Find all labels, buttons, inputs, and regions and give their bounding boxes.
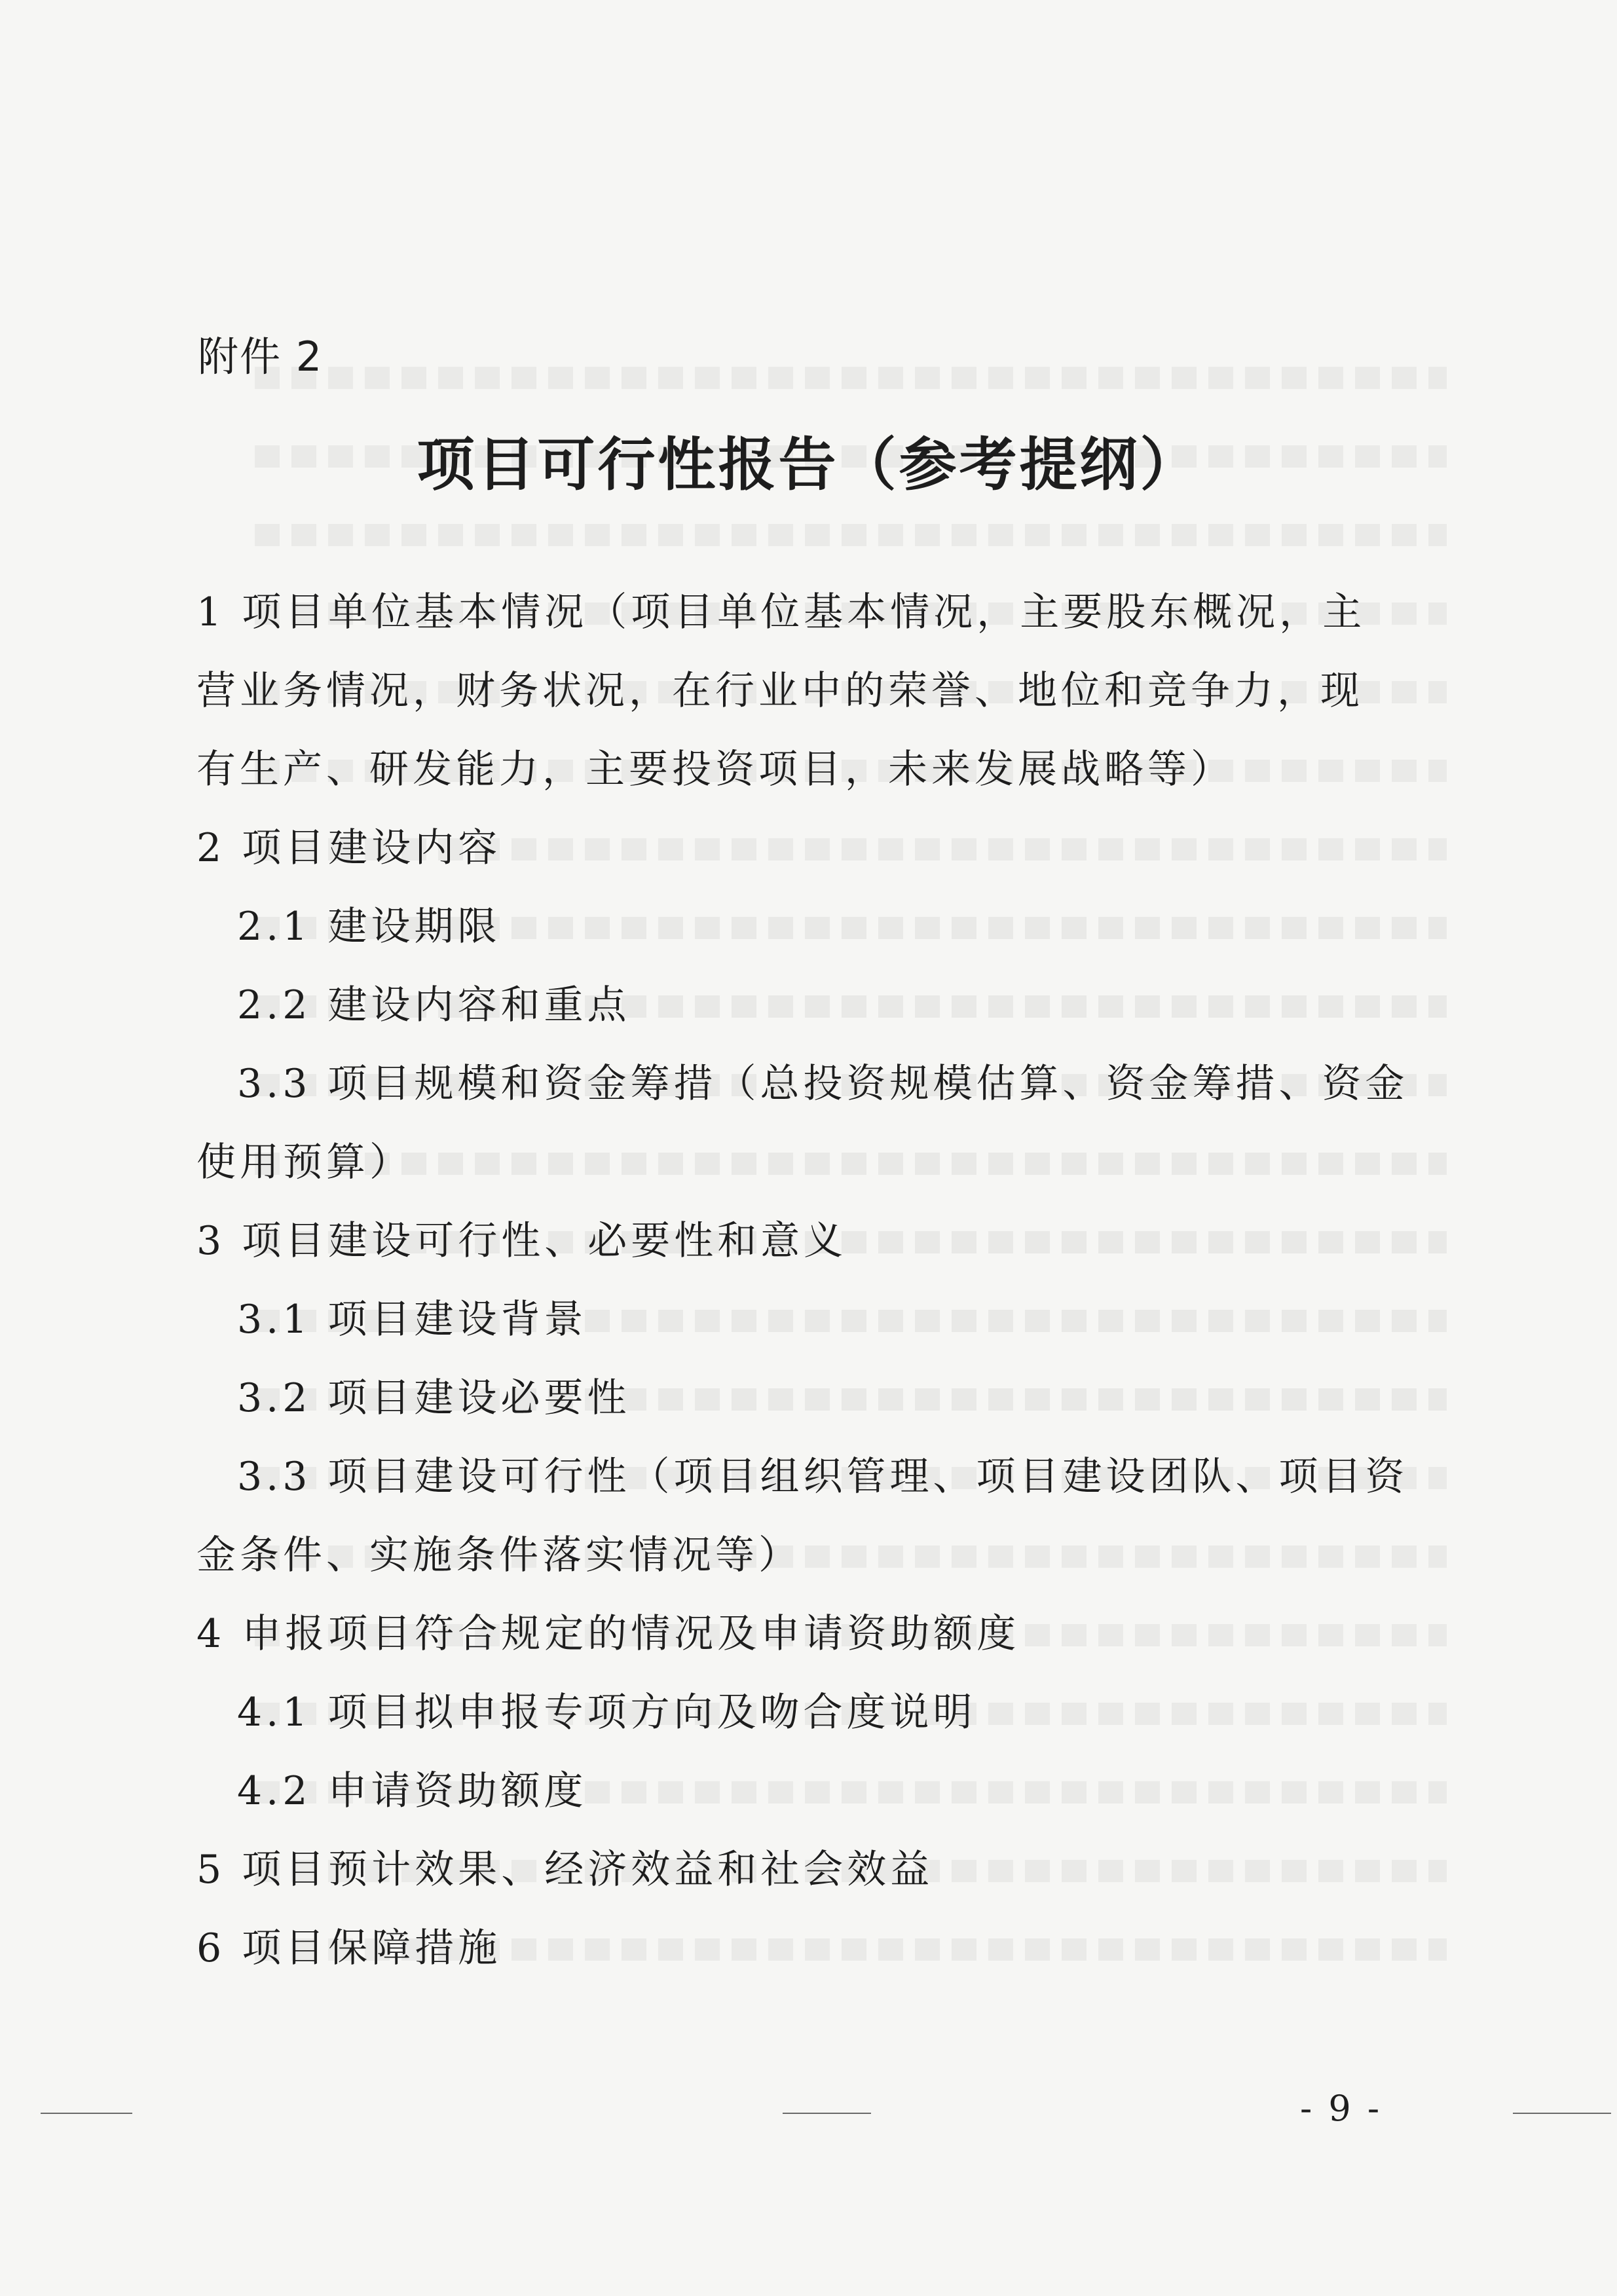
footer-rule-left: [41, 2113, 132, 2114]
outline-line: 6 项目保障措施: [196, 1925, 502, 1971]
document-title: 项目可行性报告（参考提纲）: [417, 431, 1200, 498]
page-footer: [0, 2088, 1617, 2127]
outline-line: 3.3 项目规模和资金筹措（总投资规模估算、资金筹措、资金: [237, 1061, 1409, 1107]
outline-line: 4 申报项目符合规定的情况及申请资助额度: [196, 1611, 1020, 1657]
outline-line: 4.2 申请资助额度: [237, 1768, 587, 1814]
outline-line: 营业务情况，财务状况，在行业中的荣誉、地位和竞争力，现: [196, 668, 1364, 714]
outline-line: 2.1 建设期限: [237, 904, 501, 950]
outline-line: 4.1 项目拟申报专项方向及吻合度说明: [237, 1690, 976, 1735]
attachment-label: 附件 2: [198, 333, 324, 380]
outline-line: 3.3 项目建设可行性（项目组织管理、项目建设团队、项目资: [237, 1454, 1409, 1500]
outline-line: 3 项目建设可行性、必要性和意义: [196, 1218, 847, 1264]
outline-line: 2.2 建设内容和重点: [237, 982, 631, 1028]
outline-list: [196, 589, 1409, 1971]
outline-line: 金条件、实施条件落实情况等）: [196, 1532, 802, 1578]
outline-line: 1 项目单位基本情况（项目单位基本情况，主要股东概况，主: [196, 589, 1366, 635]
outline-line: 3.2 项目建设必要性: [237, 1375, 631, 1421]
footer-rule-right: [1513, 2113, 1611, 2114]
outline-line: 3.1 项目建设背景: [237, 1297, 587, 1342]
outline-line: 2 项目建设内容: [196, 825, 502, 871]
outline-line: 使用预算）: [196, 1139, 413, 1185]
footer-rule-center: [783, 2113, 871, 2114]
outline-line: 5 项目预计效果、经济效益和社会效益: [196, 1847, 934, 1893]
outline-line: 有生产、研发能力，主要投资项目，未来发展战略等）: [196, 747, 1234, 792]
page-number: - 9 -: [1300, 2088, 1383, 2129]
